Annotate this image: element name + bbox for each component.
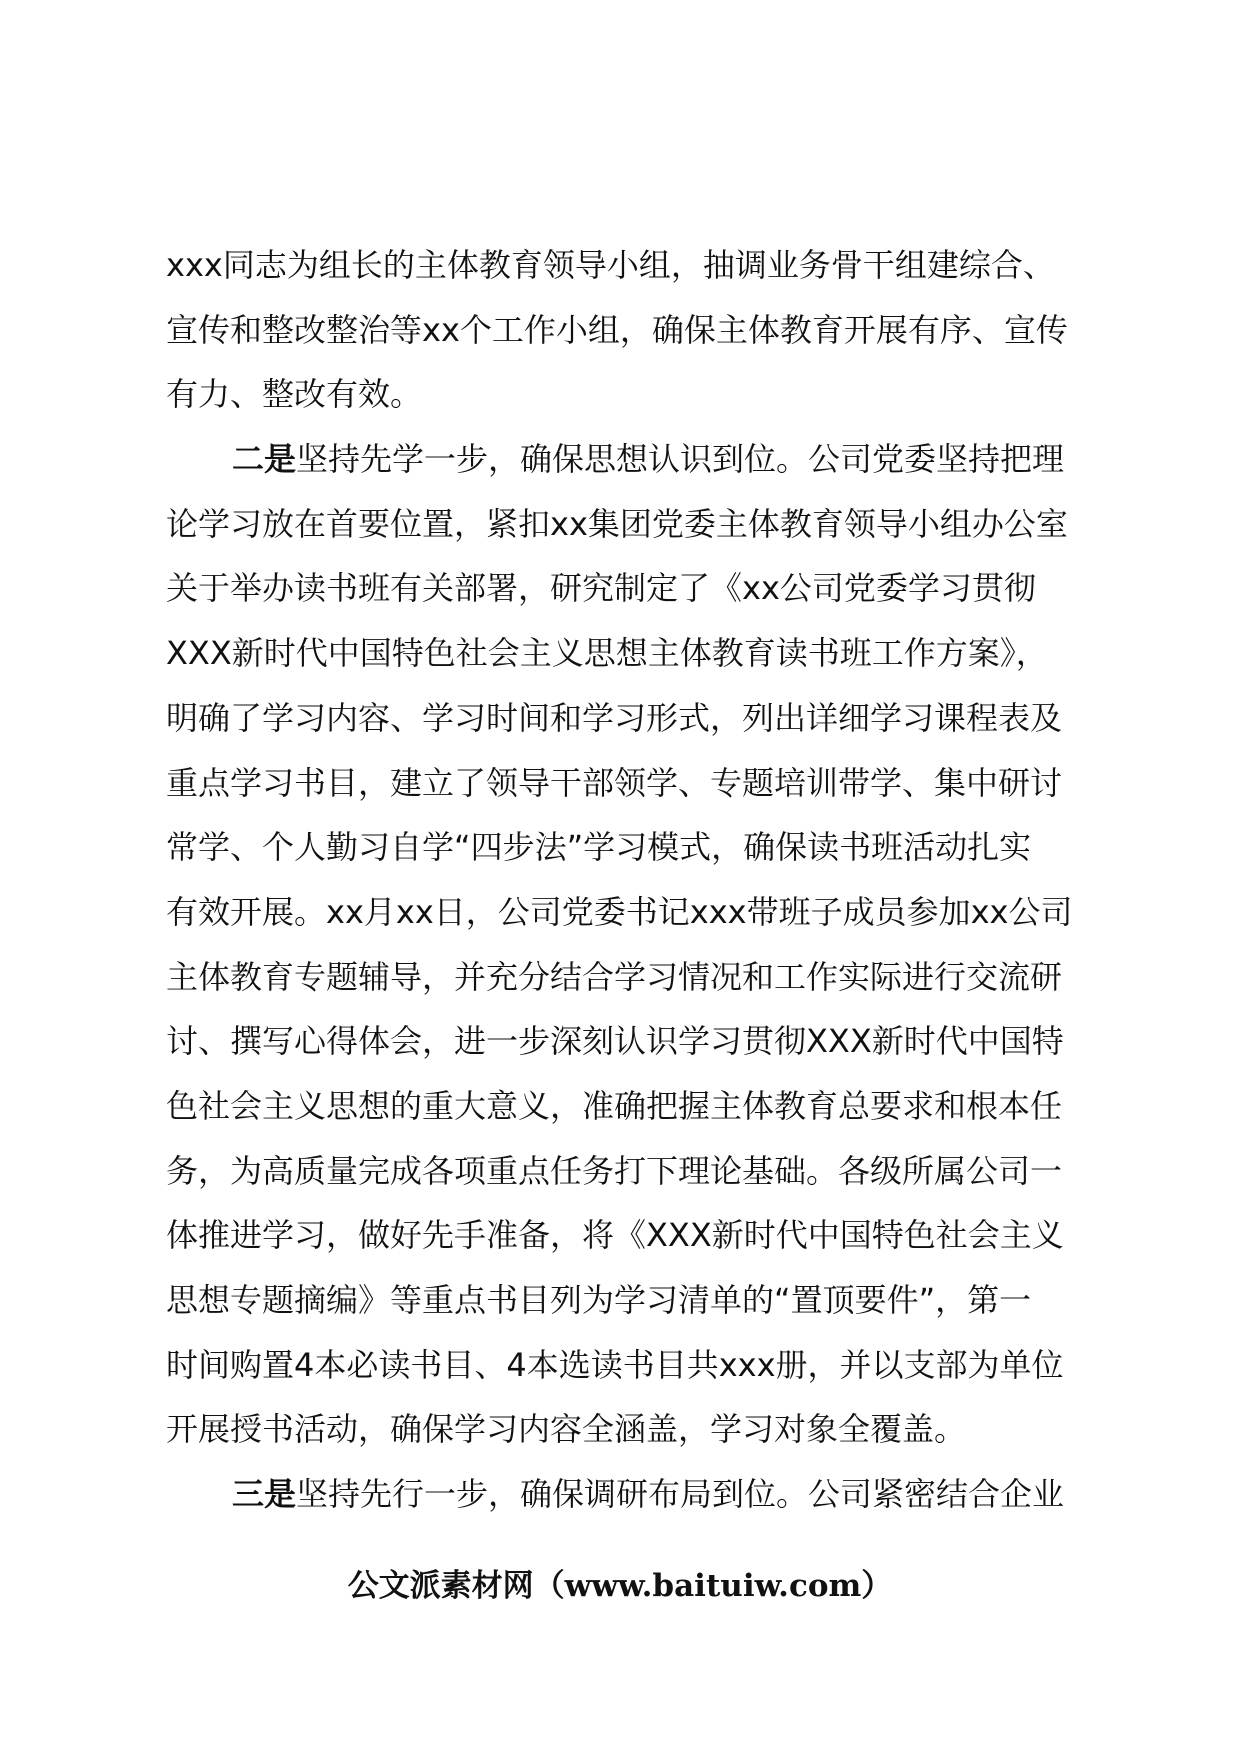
paragraph-1-line-2: 宣传和整改整治等xx个工作小组，确保主体教育开展有序、宣传	[166, 310, 1068, 349]
paragraph-2-line-10: 讨、撰写心得体会，进一步深刻认识学习贯彻XXX新时代中国特	[166, 1022, 1064, 1061]
paragraph-2-line-4: XXX新时代中国特色社会主义思想主体教育读书班工作方案》，	[166, 634, 1048, 673]
paragraph-3-line-1	[166, 1462, 1106, 1527]
paragraph-2-line-7: 常学、个人勤习自学“四步法”学习模式，确保读书班活动扎实	[166, 828, 1032, 867]
paragraph-2-line-1	[166, 427, 1106, 492]
paragraph-2-line-9: 主体教育专题辅导，并充分结合学习情况和工作实际进行交流研	[166, 957, 1063, 996]
paragraph-2-lead: 二是	[232, 440, 297, 479]
paragraph-2-line-13: 体推进学习，做好先手准备，将《XXX新时代中国特色社会主义	[166, 1216, 1064, 1255]
paragraph-3-line-1-text: 坚持先行一步，确保调研布局到位。公司紧密结合企业	[296, 1475, 1065, 1514]
paragraph-2-line-14: 思想专题摘编》等重点书目列为学习清单的“置顶要件”，第一	[166, 1281, 1032, 1319]
paragraph-2-line-2: 论学习放在首要位置，紧扣xx集团党委主体教育领导小组办公室	[166, 504, 1068, 543]
paragraph-2-line-12: 务，为高质量完成各项重点任务打下理论基础。各级所属公司一	[166, 1151, 1063, 1190]
paragraph-1-line-1: xxx同志为组长的主体教育领导小组，抽调业务骨干组建综合、	[166, 246, 1055, 284]
paragraph-1-line-3: 有力、整改有效。	[166, 375, 423, 414]
paragraph-2-line-15: 时间购置4本必读书目、4本选读书目共xxx册，并以支部为单位	[166, 1345, 1064, 1384]
paragraph-2-line-5: 明确了学习内容、学习时间和学习形式，列出详细学习课程表及	[166, 698, 1063, 737]
paragraph-2-line-3: 关于举办读书班有关部署，研究制定了《xx公司党委学习贯彻	[166, 569, 1036, 608]
paragraph-2-line-8: 有效开展。xx月xx日，公司党委书记xxx带班子成员参加xx公司	[166, 892, 1073, 931]
paragraph-2-line-6: 重点学习书目，建立了领导干部领学、专题培训带学、集中研讨	[166, 763, 1063, 802]
paragraph-2-line-1-text: 坚持先学一步，确保思想认识到位。公司党委坚持把理	[296, 440, 1065, 479]
paragraph-2-line-16: 开展授书活动，确保学习内容全涵盖，学习对象全覆盖。	[166, 1410, 967, 1449]
paragraph-2-line-11: 色社会主义思想的重大意义，准确把握主体教育总要求和根本任	[166, 1086, 1063, 1125]
paragraph-3-lead: 三是	[232, 1475, 297, 1514]
footer-watermark: 公文派素材网（www.baituiw.com）	[347, 1568, 893, 1604]
document-body	[166, 233, 1106, 1527]
